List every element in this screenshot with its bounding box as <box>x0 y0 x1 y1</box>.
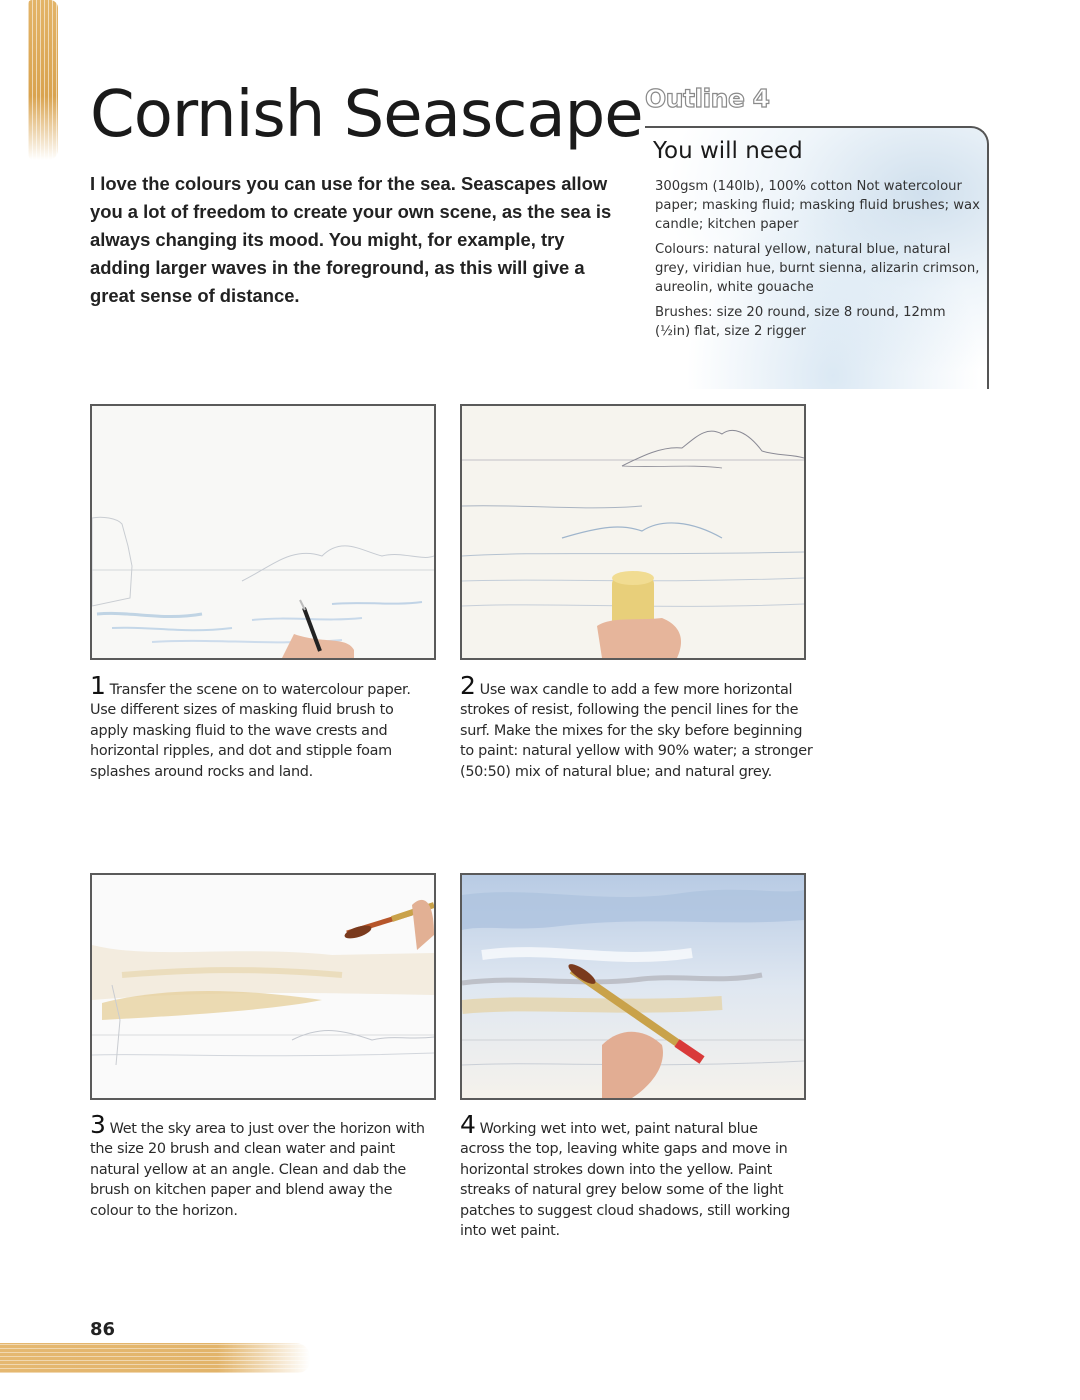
page-number: 86 <box>90 1319 116 1340</box>
step-3-caption <box>90 1110 430 1221</box>
step-2-caption <box>460 671 820 782</box>
intro-paragraph: I love the colours you can use for the sea. Seascapes allow you a lot of freedom to create your own scene, as the sea is always changing its mood. You might, for example, try adding larger waves in the foreground, as this will give a great sense of distance. <box>90 173 612 306</box>
step-number: 2 <box>460 671 476 700</box>
step-number: 1 <box>90 671 106 700</box>
page-title: Cornish Seascape <box>90 78 643 152</box>
step-text: Working wet into wet, paint natural blue across the top, leaving white gaps and move in horizontal strokes down into the yellow. Paint streaks of natural grey below some of the light patches to suggest cloud shadows, still working into wet paint. <box>460 1121 791 1240</box>
step-1-caption <box>90 671 428 782</box>
step-text: Transfer the scene on to watercolour paper. Use different sizes of masking fluid brush to apply masking fluid to the wave crests and horizontal ripples, and dot and stipple foam splashes around rocks and land. <box>90 682 411 780</box>
step-number: 3 <box>90 1110 106 1139</box>
you-will-need-box <box>645 126 989 389</box>
decorative-brush-stroke-bottom <box>0 1343 310 1373</box>
step-text: Use wax candle to add a few more horizontal strokes of resist, following the pencil lines for the surf. Make the mixes for the sky before beginning to paint: natural yellow with 90% water; a stronger (50:50) mix of natural blue; and natural grey. <box>460 682 813 780</box>
step-2-photo <box>460 404 806 660</box>
decorative-brush-stroke-top <box>28 0 58 160</box>
colours-list: Colours: natural yellow, natural blue, natural grey, viridian hue, burnt sienna, alizarin crimson, aureolin, white gouache <box>655 242 980 295</box>
outline-label: Outline 4 <box>645 84 770 113</box>
step-4-photo <box>460 873 806 1100</box>
step-4-caption <box>460 1110 805 1241</box>
you-will-need-heading: You will need <box>653 138 803 164</box>
step-number: 4 <box>460 1110 476 1139</box>
materials-list: 300gsm (140lb), 100% cotton Not watercolour paper; masking fluid; masking fluid brushes; wax candle; kitchen paper <box>655 179 980 232</box>
step-text: Wet the sky area to just over the horizon with the size 20 brush and clean water and paint natural yellow at an angle. Clean and dab the brush on kitchen paper and blend away the colour to the horizon. <box>90 1121 425 1219</box>
step-3-photo <box>90 873 436 1100</box>
step-1-photo <box>90 404 436 660</box>
brushes-list: Brushes: size 20 round, size 8 round, 12mm (½in) flat, size 2 rigger <box>655 305 946 339</box>
